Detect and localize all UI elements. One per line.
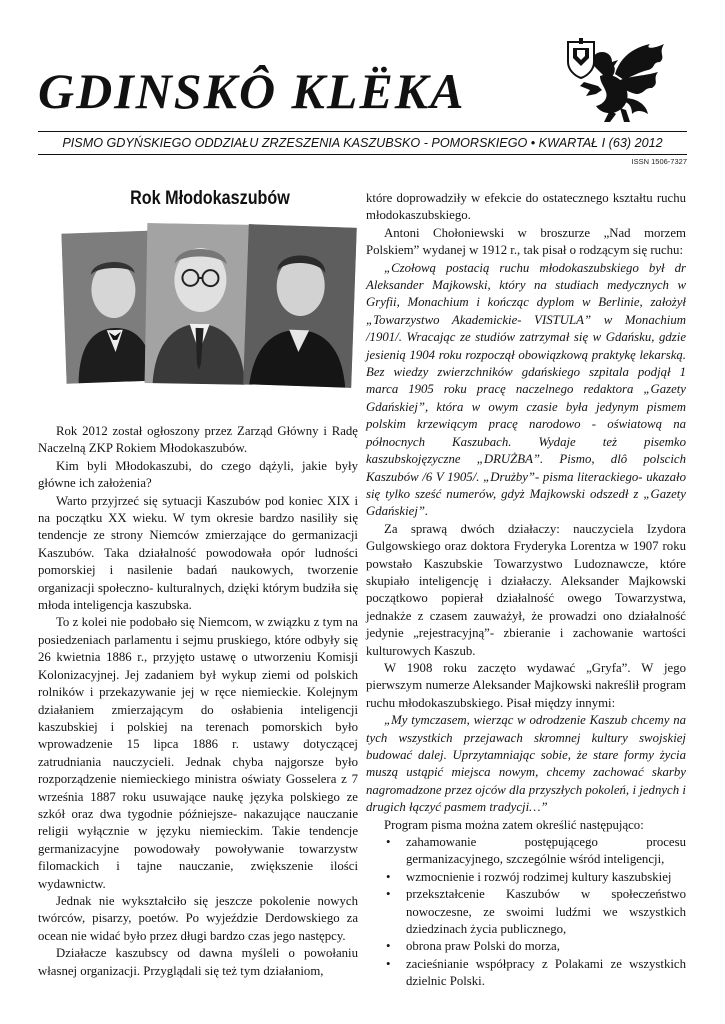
program-list [366,834,686,991]
quote-paragraph: „Czołową postacią ruchu młodokaszubskiego był dr Aleksander Majkowski, który na studiach medycznych w Gryfii, Monachium i kończąc dyplom w Berlinie, założył „Towarzystwo Akademickie- VISTULA” w Monachium /1901/. Wracając ze studiów zatrzymał się w Gdańsku, gdzie jesienią 1904 roku rozpoczął obowiązkową praktykę lekarską. Bez wiedzy zwierzchników gdańskiego szpitala podjął 1 marca 1905 roku pracę naczelnego redaktora „Gazety Gdańskiej”, która w owym czasie była jedynym pismem polskim krzewiącym pracę narodowo - oświatową na północnych Kaszubach. Wydaje też pisemko kaszubskojęzyczne „DRUŻBA”. Pismo, dlô polscich Kaszubów /6 V 1905/. „Drużby”- pisma literackiego- ukazało się tylko sześć numerów, gdyż Majkowski odszedł z „Gazety Gdańskiej”. [366,260,686,519]
portrait-photo-middle [145,223,256,385]
header-rule-bottom [38,154,687,155]
bullet-icon: • [386,956,391,971]
masthead-subtitle: PISMO GDYŃSKIEGO ODDZIAŁU ZRZESZENIA KASZUBSKO - POMORSKIEGO • KWARTAŁ I (63) 2012 [62,136,663,150]
header-rule-top [38,131,687,132]
paragraph: Antoni Chołoniewski w broszurze „Nad morzem Polskiem” wydanej w 1912 r., tak pisał o rodzącym się ruchu: [366,225,686,258]
portrait-photo-icon [60,222,360,390]
bullet-icon: • [386,939,391,954]
griffin-crest-icon [560,36,670,126]
paragraph: Program pisma można zatem określić następująco: [384,817,644,832]
masthead-title: GDINSKÔ KLËKA [38,63,466,119]
bullet-icon: • [386,835,391,850]
list-item-text: przekształcenie Kaszubów w społeczeństwo nowoczesne, ze swoimi ludźmi we wszystkich dziedzinach życia publicznego, [406,887,686,937]
paragraph: Jednak nie wykształciło się jeszcze pokolenie nowych twórców, pisarzy, poetów. Po wyjeździe Derdowskiego za ocean nie widać było przez długi bardzo czas jego następcy. [38,893,358,943]
list-item-text: wzmocnienie i rozwój rodzimej kultury kaszubskiej [406,869,672,884]
issn-label: ISSN 1506-7327 [631,157,687,166]
quote-paragraph: „My tymczasem, wierząc w odrodzenie Kaszub chcemy na tych wszystkich przejawach skromnej kultury swojskiej budować dalej. Uprzytamniając sobie, że stare formy życia muszą ustąpić miejsca nowym, chcemy zachować skarby nagromadzone przez ojców dla przyszłych pokoleń, i jednych i drugich łączyć pasmem tradycji…” [366,713,686,815]
article-column-left [38,423,358,980]
paragraph: Za sprawą dwóch działaczy: nauczyciela Izydora Gulgowskiego oraz doktora Fryderyka Lorentza w 1907 roku powstało Kaszubskie Towarzystwo Ludoznawcze, które skupiało inteligencję i działaczy. Aleksander Majkowski początkowo popierał działalność owego Towarzystwa, jednakże z czasem zauważył, że prowadzi ono działalność jedynie „rejestracyjną”- zbieranie i zachowanie wartości kulturowych Kaszub. [366,521,686,658]
list-item [366,834,686,869]
portrait-photo-right [243,224,357,388]
list-item-text: zacieśnianie współpracy z Polakami ze wszystkich dzielnic Polski. [406,956,686,989]
list-item [366,956,686,991]
list-item [366,938,686,955]
bullet-icon: • [386,887,391,902]
paragraph: Rok 2012 został ogłoszony przez Zarząd Główny i Radę Naczelną ZKP Rokiem Młodokaszubów. [38,424,358,456]
paragraph: W 1908 roku zaczęto wydawać „Gryfa”. W jego pierwszym numerze Aleksander Majkowski nakreślił program ruchu młodokaszubskiego. Pisał między innymi: [366,660,686,710]
paragraph: Warto przyjrzeć się sytuacji Kaszubów pod koniec XIX i na początku XX wieku. W tym okresie bardzo nasiliły się tendencje ze strony Niemców zmierzające do germanizacji Kaszubów. Taka działalność powodowała opór ludności pomorskiej i nasilenie badań naukowych, tworzenie organizacji społeczno- kulturalnych, dzięki którym budziła się młoda inteligencja kaszubska. [38,493,358,613]
bullet-icon: • [386,869,391,884]
article-column-right [366,190,686,991]
paragraph: Działacze kaszubscy od dawna myśleli o powołaniu własnej organizacji. Przyglądali się też tym działaniom, [38,946,358,978]
list-item-text: obrona praw Polski do morza, [406,939,560,954]
list-item [366,869,686,886]
list-item-text: zahamowanie postępującego procesu germanizacyjnego, szczególnie wśród inteligencji, [406,835,686,867]
list-item [366,886,686,938]
paragraph: które doprowadziły w efekcie do ostatecznego kształtu ruchu młodokaszubskiego. [366,191,686,223]
paragraph: To z kolei nie podobało się Niemcom, w związku z tym na posiedzeniach parlamentu i sejmu pruskiego, które odbyły się 26 kwietnia 1886 r., przyjęto ustawę o utworzeniu Komisji Kolonizacyjnej. Jej zadaniem był wykup ziemi od polskich rolników i przekazywanie jej w ręce niemieckie. Kolejnym działaniem zmierzającym do osłabienia inteligencji kaszubskiej i polskiej na terenach pomorskich było wprowadzenie 15 lipca 1886 r. ustawy dotyczącej zatrudniania nauczycieli. Jednak chyba najgorsze było rozporządzenie niemieckiego ministra oświaty Gosselera z 7 września 1887 roku usuwające naukę języka polskiego ze szkół oraz dwa tygodnie późniejsze- nakazujące nauczanie religii wyłącznie w języku niemieckim. Takie tendencje germanizacyjne powodowały powoływanie towarzystw filomackich i tajne nauczanie, zwiększenie ilości wydawnictw. [38,615,358,891]
paragraph: Kim byli Młodokaszubi, do czego dążyli, jakie były główne ich założenia? [38,458,358,491]
article-title: Rok Młodokaszubów [130,188,290,209]
